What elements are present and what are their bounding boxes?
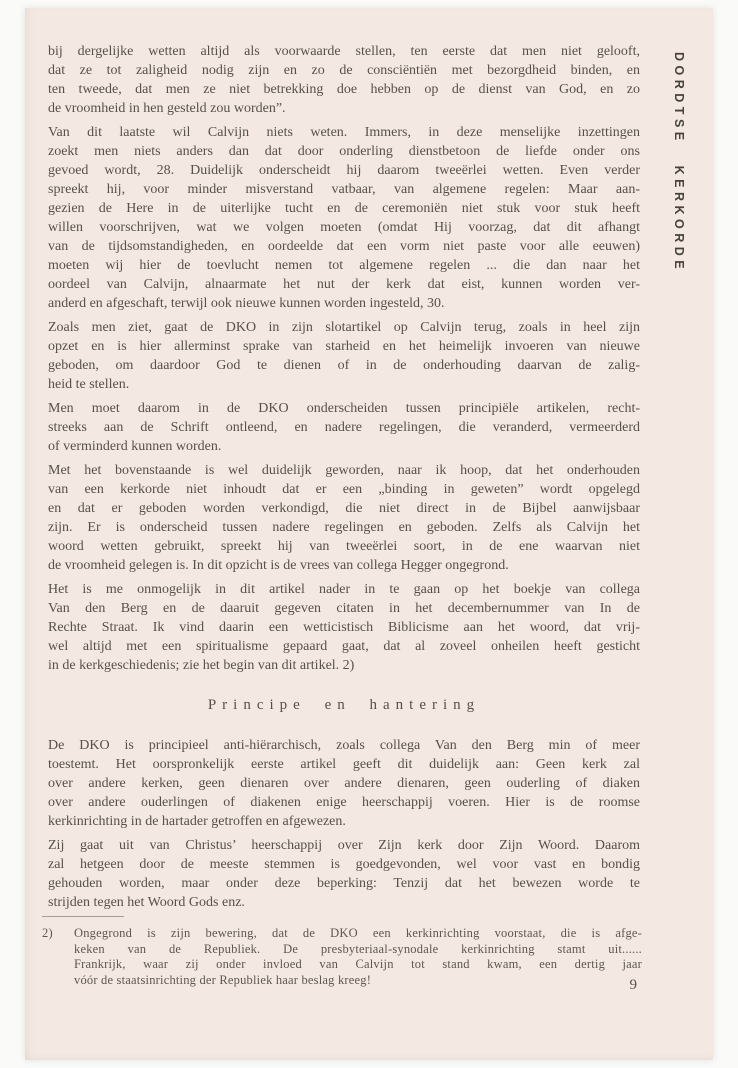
text-line: de vroomheid in hen gesteld zou worden”. bbox=[48, 101, 286, 116]
section-heading: Principe en hantering bbox=[207, 697, 481, 713]
footnote-text bbox=[74, 926, 642, 988]
text-line: of verminderd kunnen worden. bbox=[48, 439, 222, 454]
text-line: anderd en afgeschaft, terwijl ook nieuwe kunnen worden ingesteld, 30. bbox=[48, 296, 445, 311]
text-line: kerkinrichting in de hartader getroffen en afgewezen. bbox=[48, 814, 346, 829]
text-line: woord wetten gebruikt, spreekt hij van tweeërlei soort, in de ene waarvan niet bbox=[48, 539, 640, 554]
paragraph bbox=[48, 399, 640, 456]
text-line: spreekt hij, voor minder misverstand vatbaar, van algemene regelen: Maar aan- bbox=[48, 182, 640, 197]
text-line: Rechte Straat. Ik vind daarin een wetticistisch Biblicisme aan het woord, dat vrij- bbox=[48, 620, 640, 635]
text-line: oordeel van Calvijn, alnaarmate het nut der kerk dat eist, kunnen worden ver- bbox=[48, 277, 640, 292]
book-page bbox=[25, 8, 713, 1060]
footnote-line: Ongegrond is zijn bewering, dat de DKO een kerkinrichting voorstaat, die is afge- bbox=[74, 926, 642, 940]
footnote-divider bbox=[42, 916, 124, 917]
text-line: gevoed wordt, 28. Duidelijk onderscheidt hij daarom tweeërlei wetten. Even verder bbox=[48, 163, 640, 178]
paragraph bbox=[48, 123, 640, 313]
text-line: opzet en is hier allerminst sprake van starheid en het heimelijk invoeren van nieuwe bbox=[48, 339, 640, 354]
paragraph bbox=[48, 42, 640, 118]
text-line: gehouden worden, maar onder deze beperking: Tenzij dat het bewezen worde te bbox=[48, 876, 640, 891]
text-line: van de tijdsomstandigheden, en oordeelde dat een vorm niet paste voor alle eeuwen) bbox=[48, 239, 640, 254]
footnote-zone bbox=[42, 916, 642, 988]
text-line: wel altijd met een spiritualisme gepaard gaat, dat al zoveel onheilen heeft gesticht bbox=[48, 639, 640, 654]
article-body bbox=[48, 42, 640, 917]
text-line: dat ze tot zaligheid nodig zijn en zo de consciëntiën met bezorgdheid binden, en bbox=[48, 63, 640, 78]
text-line: en dat er geboden worden verkondigd, die niet direct in de Bijbel aanwijsbaar bbox=[48, 501, 640, 516]
text-line: geboden, om daardoor God te dienen of in de onderhouding daarvan de zalig- bbox=[48, 358, 640, 373]
text-line: zal hetgeen door de meeste stemmen is goedgevonden, wel voor vast en bondig bbox=[48, 857, 640, 872]
text-line: over andere kerken, geen dienaren over andere dienaren, geen ouderling of diaken bbox=[48, 776, 640, 791]
footnote bbox=[42, 926, 642, 988]
footnote-marker: 2) bbox=[42, 926, 53, 940]
text-line: Men moet daarom in de DKO onderscheiden tussen principiële artikelen, recht- bbox=[48, 401, 640, 416]
text-line: Met het bovenstaande is wel duidelijk geworden, naar ik hoop, dat het onderhouden bbox=[48, 463, 640, 478]
text-line: Het is me onmogelijk in dit artikel nader in te gaan op het boekje van collega bbox=[48, 582, 640, 597]
text-line: zijn. Er is onderscheid tussen nadere regelingen en geboden. Zelfs als Calvijn het bbox=[48, 520, 640, 535]
text-line: heid te stellen. bbox=[48, 377, 130, 392]
text-line: streeks aan de Schrift ontleend, en nadere regelingen, die veranderd, vermeerderd bbox=[48, 420, 640, 435]
text-line: van een kerkorde niet inhoudt dat er een „binding in geweten” wordt opgelegd bbox=[48, 482, 640, 497]
paragraph bbox=[48, 580, 640, 675]
paragraph bbox=[48, 318, 640, 394]
margin-caption: DORDTSE KERKORDE bbox=[672, 52, 686, 274]
text-line: moeten wij hier de toevlucht nemen tot algemene regelen ... die dan naar het bbox=[48, 258, 640, 273]
text-line: Zij gaat uit van Christus’ heerschappij over Zijn kerk door Zijn Woord. Daarom bbox=[48, 838, 640, 853]
text-line: over andere ouderlingen of diakenen enige heerschappij voeren. Hier is de roomse bbox=[48, 795, 640, 810]
text-line: ten tweede, dat men ze niet betrekking doe hebben op de dienst van God, en zo bbox=[48, 82, 640, 97]
text-line: Van dit laatste wil Calvijn niets weten. Immers, in deze menselijke inzettingen bbox=[48, 125, 640, 140]
text-line: Van den Berg en de daaruit gegeven citaten in het decembernummer van In de bbox=[48, 601, 640, 616]
text-line: bij dergelijke wetten altijd als voorwaarde stellen, ten eerste dat men niet gelooft, bbox=[48, 44, 640, 59]
text-line: in de kerkgeschiedenis; zie het begin van dit artikel. 2) bbox=[48, 658, 355, 673]
paragraph bbox=[48, 736, 640, 831]
text-line: gezien de Here in de uiterlijke tucht en de ceremoniën niet stuk voor stuk heeft bbox=[48, 201, 640, 216]
text-line: Zoals men ziet, gaat de DKO in zijn slotartikel op Calvijn terug, zoals in heel zijn bbox=[48, 320, 640, 335]
text-line: zoekt men niets anders dan dat door onderling dienstbetoon de liefde onder ons bbox=[48, 144, 640, 159]
footnote-line: Frankrijk, waar zij onder invloed van Calvijn tot stand kwam, een dertig jaar bbox=[74, 957, 642, 971]
text-line: strijden tegen het Woord Gods enz. bbox=[48, 895, 245, 910]
text-line: de vroomheid gelegen is. In dit opzicht is de vrees van collega Hegger ongegrond. bbox=[48, 558, 509, 573]
text-line: willen voorschrijven, wat we volgen moeten (omdat Hij voorzag, dat dit afhangt bbox=[48, 220, 640, 235]
text-line: toestemt. Het oorspronkelijk eerste artikel geeft dit duidelijk aan: Geen kerk zal bbox=[48, 757, 640, 772]
paragraph bbox=[48, 461, 640, 575]
footnote-line: keken van de Republiek. De presbyteriaal-synodale kerkinrichting stamt uit...... bbox=[74, 941, 642, 956]
text-line: De DKO is principieel anti-hiërarchisch, zoals collega Van den Berg min of meer bbox=[48, 738, 640, 753]
paragraph bbox=[48, 836, 640, 912]
page-number: 9 bbox=[629, 977, 637, 993]
footnote-line: vóór de staatsinrichting der Republiek haar beslag kreeg! bbox=[74, 972, 372, 987]
